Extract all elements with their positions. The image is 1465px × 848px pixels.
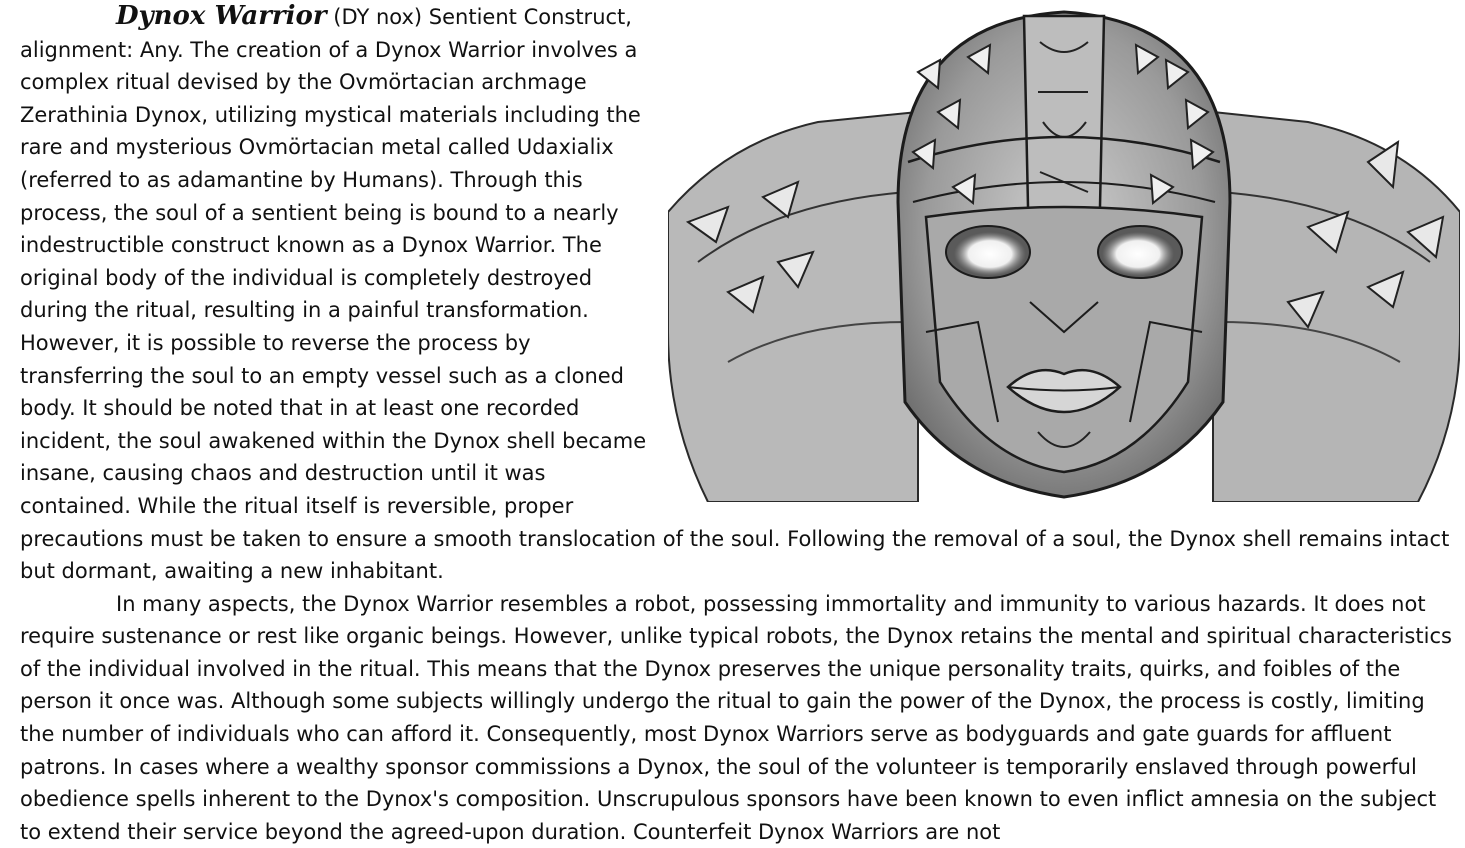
document-page — [20, 0, 1460, 848]
dynox-warrior-illustration — [668, 2, 1460, 502]
entry-title: Dynox Warrior — [116, 1, 327, 31]
entry-paragraph-2: In many aspects, the Dynox Warrior resembles a robot, possessing immortality and immunity to various hazards. It does not require sustenance or rest like organic beings. However, unlike typical robots, the Dynox retains the mental and spiritual characteristics of the individual involved in the ritual. This means that the Dynox preserves the unique personality traits, quirks, and foibles of the person it once was. Although some subjects willingly undergo the ritual to gain the power of the Dynox, the process is costly, limiting the number of individuals who can afford it. Consequently, most Dynox Warriors serve as bodyguards and gate guards for affluent patrons. In cases where a wealthy sponsor commissions a Dynox, the soul of the volunteer is temporarily enslaved through powerful obedience spells inherent to the Dynox's composition. Unscrupulous sponsors have been known to even inflict amnesia on the subject to extend their service beyond the agreed-upon duration. Counterfeit Dynox Warriors are not — [20, 591, 1452, 844]
entry-intro-text: Sentient Construct, alignment: Any. The creation of a Dynox Warrior involves a complex ritual devised by the Ovmörtacian archmage Zerathinia Dynox, utilizing mystical materials including the rare and mysterious Ovmörtacian metal called Udaxialix (referred to as adamantine by Humans). Through this process, the soul of a sentient being is bound to a nearly indestructible construct known as a Dynox Warrior. The original body of the individual is completely destroyed during the ritual, resulting in a painful transformation. However, it is possible to reverse the process by transferring the soul to an empty vessel such as a cloned body. It should be noted that in at least one recorded incident, the soul awakened within the Dynox shell became insane, causing chaos and destruction until it was contained. While the ritual itself is reversible, proper precautions must be taken to ensure a smooth translocation of the soul. Following the removal of a soul, the Dynox shell remains intact but dormant, awaiting a new inhabitant. — [20, 5, 1450, 584]
dynox-warrior-head-icon — [668, 2, 1460, 502]
entry-pronunciation: (DY nox) — [333, 5, 423, 29]
